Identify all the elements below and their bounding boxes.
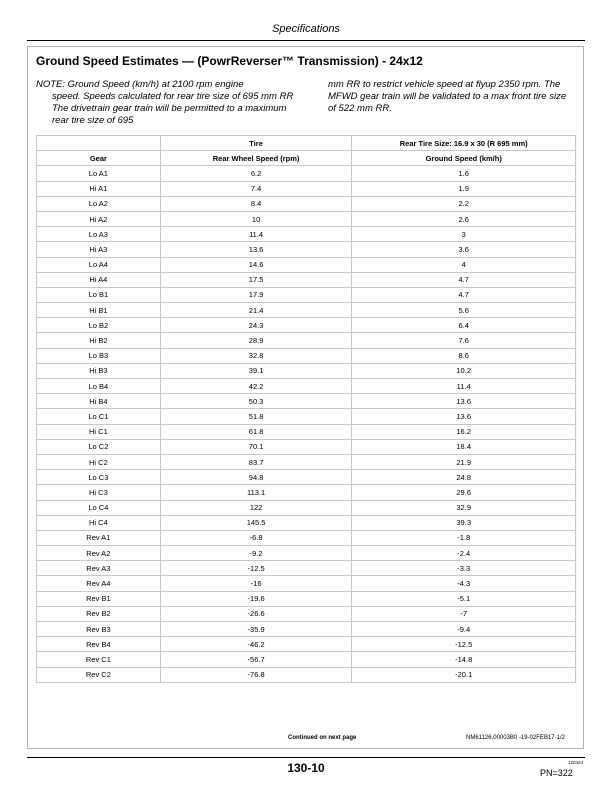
table-cell: Rev C1 bbox=[37, 652, 161, 667]
table-cell: Hi A1 bbox=[37, 181, 161, 196]
table-cell: 61.8 bbox=[160, 424, 352, 439]
table-cell: 122 bbox=[160, 500, 352, 515]
table-row bbox=[37, 409, 576, 424]
table-cell: 83.7 bbox=[160, 454, 352, 469]
table-cell: Hi A2 bbox=[37, 211, 161, 226]
table-row bbox=[37, 470, 576, 485]
table-cell: 3.6 bbox=[352, 242, 576, 257]
table-row bbox=[37, 485, 576, 500]
table-cell: -26.6 bbox=[160, 606, 352, 621]
table-cell: Rev B3 bbox=[37, 622, 161, 637]
table-cell: -46.2 bbox=[160, 637, 352, 652]
table-cell: 4.7 bbox=[352, 272, 576, 287]
part-number: PN=322 bbox=[540, 768, 573, 778]
note-left-first-line: NOTE: Ground Speed (km/h) at 2100 rpm engine bbox=[36, 79, 244, 90]
table-cell: Hi A3 bbox=[37, 242, 161, 257]
table-row bbox=[37, 242, 576, 257]
table-row bbox=[37, 530, 576, 545]
table-row bbox=[37, 181, 576, 196]
table-cell: Hi B1 bbox=[37, 303, 161, 318]
ground-speed-table bbox=[36, 135, 576, 683]
table-cell: 7.4 bbox=[160, 181, 352, 196]
table-cell: Lo C4 bbox=[37, 500, 161, 515]
table-cell: 6.4 bbox=[352, 318, 576, 333]
table-header-row bbox=[37, 151, 576, 166]
table-row bbox=[37, 272, 576, 287]
table-cell: 94.8 bbox=[160, 470, 352, 485]
table-cell: -1.8 bbox=[352, 530, 576, 545]
table-cell: Hi A4 bbox=[37, 272, 161, 287]
table-cell: -5.1 bbox=[352, 591, 576, 606]
table-cell: Lo A2 bbox=[37, 196, 161, 211]
table-cell: 39.1 bbox=[160, 363, 352, 378]
table-cell: 28.9 bbox=[160, 333, 352, 348]
table-cell: 39.3 bbox=[352, 515, 576, 530]
table-cell: -9.2 bbox=[160, 546, 352, 561]
table-cell: Lo A1 bbox=[37, 166, 161, 181]
table-cell: 6.2 bbox=[160, 166, 352, 181]
table-cell: -6.8 bbox=[160, 530, 352, 545]
table-row bbox=[37, 500, 576, 515]
table-cell: 21.9 bbox=[352, 454, 576, 469]
table-cell: Rev A3 bbox=[37, 561, 161, 576]
table-header-cell: Rear Wheel Speed (rpm) bbox=[160, 151, 352, 166]
table-cell: -3.3 bbox=[352, 561, 576, 576]
table-row bbox=[37, 227, 576, 242]
table-cell: -7 bbox=[352, 606, 576, 621]
table-row bbox=[37, 287, 576, 302]
table-cell: -16 bbox=[160, 576, 352, 591]
table-cell: Rev A4 bbox=[37, 576, 161, 591]
table-cell: 2.2 bbox=[352, 196, 576, 211]
table-cell: 7.6 bbox=[352, 333, 576, 348]
table-cell: 8.4 bbox=[160, 196, 352, 211]
table-cell: Lo C1 bbox=[37, 409, 161, 424]
table-cell: 5.6 bbox=[352, 303, 576, 318]
table-cell: 1.6 bbox=[352, 166, 576, 181]
table-cell: 32.8 bbox=[160, 348, 352, 363]
table-cell: -14.8 bbox=[352, 652, 576, 667]
table-row bbox=[37, 379, 576, 394]
table-row bbox=[37, 561, 576, 576]
table-cell: -20.1 bbox=[352, 667, 576, 682]
table-row bbox=[37, 622, 576, 637]
table-cell: 50.3 bbox=[160, 394, 352, 409]
table-cell: -35.9 bbox=[160, 622, 352, 637]
table-cell: 51.8 bbox=[160, 409, 352, 424]
table-cell: 42.2 bbox=[160, 379, 352, 394]
table-cell: 4.7 bbox=[352, 287, 576, 302]
table-row bbox=[37, 196, 576, 211]
table-cell: 70.1 bbox=[160, 439, 352, 454]
table-cell: -19.6 bbox=[160, 591, 352, 606]
page-number: 130-10 bbox=[287, 761, 325, 775]
table-cell: Rev B4 bbox=[37, 637, 161, 652]
table-cell: Lo B2 bbox=[37, 318, 161, 333]
table-row bbox=[37, 333, 576, 348]
table-cell: 13.6 bbox=[352, 394, 576, 409]
table-cell: 10.2 bbox=[352, 363, 576, 378]
table-cell: Lo B3 bbox=[37, 348, 161, 363]
table-row bbox=[37, 166, 576, 181]
table-row bbox=[37, 318, 576, 333]
table-cell: 14.6 bbox=[160, 257, 352, 272]
table-cell: Hi C2 bbox=[37, 454, 161, 469]
footer-code: 120424 bbox=[568, 760, 584, 765]
table-cell: Rev A2 bbox=[37, 546, 161, 561]
table-cell: 21.4 bbox=[160, 303, 352, 318]
table-row bbox=[37, 439, 576, 454]
table-row bbox=[37, 454, 576, 469]
table-top-header-row bbox=[37, 136, 576, 151]
table-cell: 18.4 bbox=[352, 439, 576, 454]
table-cell: 11.4 bbox=[352, 379, 576, 394]
table-cell: Rev C2 bbox=[37, 667, 161, 682]
table-row bbox=[37, 652, 576, 667]
table-cell: 145.5 bbox=[160, 515, 352, 530]
table-cell: 10 bbox=[160, 211, 352, 226]
table-row bbox=[37, 257, 576, 272]
section-title: Ground Speed Estimates — (PowrReverser™ Transmission) - 24x12 bbox=[36, 54, 423, 68]
header-rule bbox=[27, 40, 585, 41]
table-cell: 11.4 bbox=[160, 227, 352, 242]
table-cell: -56.7 bbox=[160, 652, 352, 667]
table-cell: 24.3 bbox=[160, 318, 352, 333]
table-row bbox=[37, 667, 576, 682]
table-cell: Lo B4 bbox=[37, 379, 161, 394]
table-row bbox=[37, 211, 576, 226]
header-section-title: Specifications bbox=[272, 23, 340, 35]
table-row bbox=[37, 363, 576, 378]
table-cell: Rev B1 bbox=[37, 591, 161, 606]
table-cell: Lo C3 bbox=[37, 470, 161, 485]
table-cell: 113.1 bbox=[160, 485, 352, 500]
table-cell: 17.5 bbox=[160, 272, 352, 287]
table-cell: -4.3 bbox=[352, 576, 576, 591]
table-cell: 17.9 bbox=[160, 287, 352, 302]
table-cell: Lo A3 bbox=[37, 227, 161, 242]
table-row bbox=[37, 637, 576, 652]
table-cell: 8.6 bbox=[352, 348, 576, 363]
table-cell: Hi B4 bbox=[37, 394, 161, 409]
note-left-continuation: speed. Speeds calculated for rear tire size of 695 mm RR The drivetrain gear train will be permitted to a maximum rear tire size of 695 bbox=[52, 91, 294, 126]
table-top-header-cell: Tire bbox=[160, 136, 352, 151]
table-cell: Hi C1 bbox=[37, 424, 161, 439]
table-cell: Hi C4 bbox=[37, 515, 161, 530]
table-cell: Rev B2 bbox=[37, 606, 161, 621]
table-top-header-cell: Rear Tire Size: 16.9 x 30 (R 695 mm) bbox=[352, 136, 576, 151]
table-cell: 2.6 bbox=[352, 211, 576, 226]
table-cell: Hi B3 bbox=[37, 363, 161, 378]
table-cell: 4 bbox=[352, 257, 576, 272]
table-row bbox=[37, 546, 576, 561]
table-row bbox=[37, 303, 576, 318]
note-right: mm RR to restrict vehicle speed at flyup 2350 rpm. The MFWD gear train will be validated to a max front tire size of 522 mm RR. bbox=[328, 79, 567, 114]
table-cell: 24.8 bbox=[352, 470, 576, 485]
table-cell: 1.9 bbox=[352, 181, 576, 196]
table-row bbox=[37, 348, 576, 363]
table-cell: Lo B1 bbox=[37, 287, 161, 302]
table-cell: Hi B2 bbox=[37, 333, 161, 348]
table-cell: 29.6 bbox=[352, 485, 576, 500]
table-cell: Lo C2 bbox=[37, 439, 161, 454]
table-header-cell: Ground Speed (km/h) bbox=[352, 151, 576, 166]
table-row bbox=[37, 606, 576, 621]
table-cell: 16.2 bbox=[352, 424, 576, 439]
table-row bbox=[37, 394, 576, 409]
table-cell: -12.5 bbox=[160, 561, 352, 576]
table-row bbox=[37, 515, 576, 530]
table-cell: -9.4 bbox=[352, 622, 576, 637]
continued-note: Continued on next page bbox=[288, 735, 357, 741]
footer-rule bbox=[27, 757, 585, 758]
table-row bbox=[37, 424, 576, 439]
table-header-cell: Gear bbox=[37, 151, 161, 166]
table-cell: -12.5 bbox=[352, 637, 576, 652]
table-cell: 3 bbox=[352, 227, 576, 242]
table-cell: 32.9 bbox=[352, 500, 576, 515]
table-cell: -76.8 bbox=[160, 667, 352, 682]
table-cell: Rev A1 bbox=[37, 530, 161, 545]
table-cell: 13.6 bbox=[160, 242, 352, 257]
note-left bbox=[36, 79, 304, 127]
table-cell: Lo A4 bbox=[37, 257, 161, 272]
table-body bbox=[37, 166, 576, 682]
document-id: NM61126,00003B0 -19-02FEB17-1/2 bbox=[466, 735, 565, 741]
table-cell: -2.4 bbox=[352, 546, 576, 561]
table-row bbox=[37, 591, 576, 606]
table-cell: Hi C3 bbox=[37, 485, 161, 500]
table-row bbox=[37, 576, 576, 591]
table-cell: 13.6 bbox=[352, 409, 576, 424]
table-top-header-cell bbox=[37, 136, 161, 151]
